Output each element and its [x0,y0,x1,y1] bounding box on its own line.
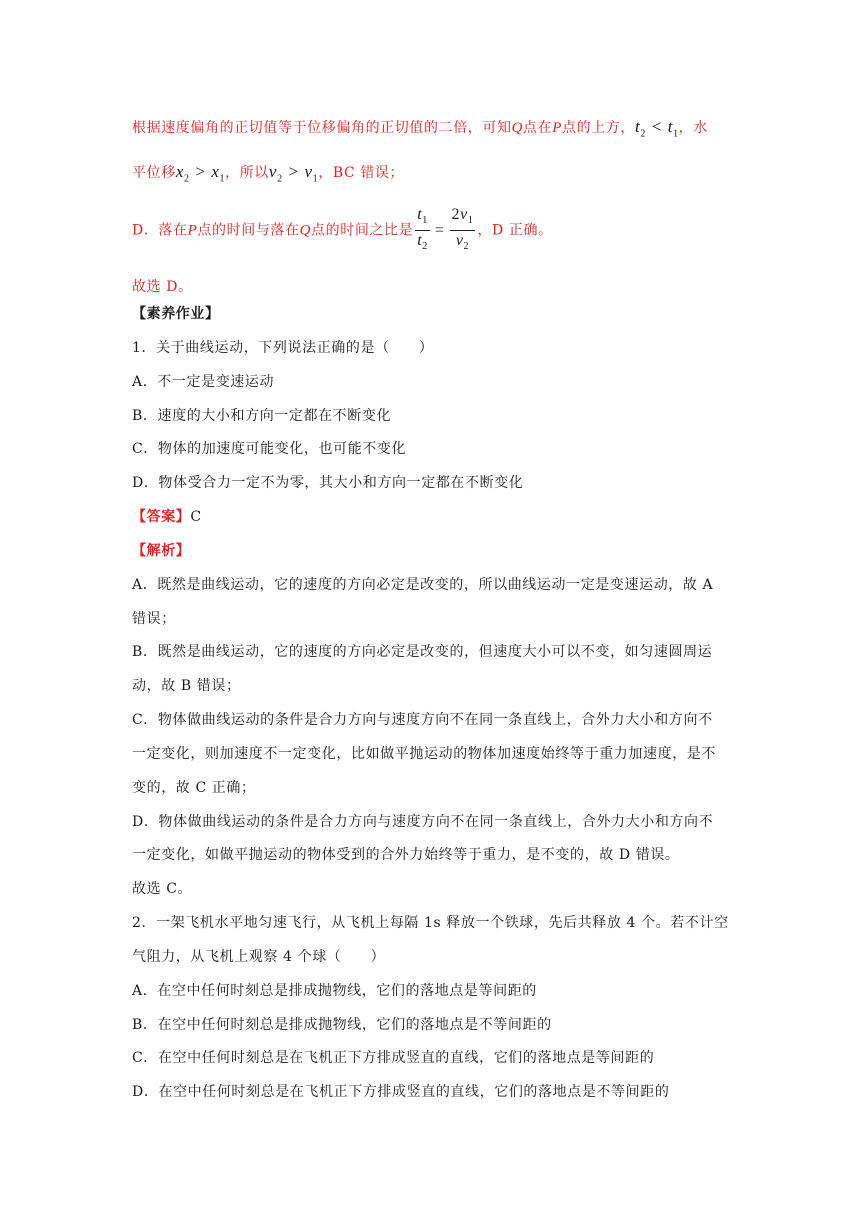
explanation-line-2 [132,162,732,189]
point-q-label: Q [511,120,524,136]
q1-option-b: B．速度的大小和方向一定都在不断变化 [132,408,392,424]
answer-label: 【答案】 [132,509,191,525]
analysis-line: 变的，故 C 正确； [132,780,256,796]
point-q-label: Q [299,222,312,239]
explanation-text: 点的时间之比是 [311,222,414,239]
explanation-text: 根据速度偏角的正切值等于位移偏角的正切值的二倍，可知 [132,120,512,136]
math-v2-gt-v1: $v_2 > v_1$ [268,162,319,185]
analysis-line: B．既然是曲线运动，它的速度的方向必定是改变的，但速度大小可以不变，如匀速圆周运 [132,644,713,660]
explanation-text: ，所以 [225,165,269,181]
answer-value: C [190,509,202,525]
q2-stem-line-2: 气阻力，从飞机上观察 4 个球（ ） [132,949,386,965]
analysis-label: 【解析】 [132,543,191,559]
explanation-text: 点的上方， [562,120,636,136]
q2-option-a: A．在空中任何时刻总是排成抛物线，它们的落地点是等间距的 [132,983,537,999]
equals-sign: = [434,221,445,239]
section-title: 【素养作业】 [132,306,220,322]
q1-answer [132,507,732,527]
fraction-2v1-over-v2: $\frac{2v_1}{v_2}$ [451,206,474,253]
analysis-line: 一定变化，如做平抛运动的物体受到的合外力始终等于重力，是不变的，故 D 错误。 [132,847,680,863]
explanation-conclusion: 故选 D。 [132,279,193,295]
analysis-line: D．物体做曲线运动的条件是合力方向与速度方向不在同一条直线上，合外力大小和方向不 [132,814,714,830]
explanation-line-3 [132,205,732,256]
explanation-text: D．落在 [132,222,188,239]
q1-option-a: A．不一定是变速运动 [132,374,275,390]
point-p-label: P [552,120,563,136]
math-t2-lt-t1: $t_2 < t_1$ [635,117,679,140]
analysis-line: 动，故 B 错误； [132,678,241,694]
q2-option-b: B．在空中任何时刻总是排成抛物线，它们的落地点是不等间距的 [132,1017,552,1033]
explanation-text: ，BC 错误； [318,165,405,181]
point-p-label: P [187,222,198,239]
explanation-text: 平位移 [132,165,176,181]
fraction-t1-over-t2: $\frac{t_1}{t_2}$ [417,206,428,253]
explanation-text: ，D 正确。 [477,222,553,239]
analysis-line: 一定变化，则加速度不一定变化，比如做平抛运动的物体加速度始终等于重力加速度，是不 [132,746,716,762]
explanation-text: ，水 [678,120,708,136]
q1-option-d: D．物体受合力一定不为零，其大小和方向一定都在不断变化 [132,475,524,491]
analysis-line: A．既然是曲线运动，它的速度的方向必定是改变的，所以曲线运动一定是变速运动，故 A [132,577,714,593]
analysis-line: 故选 C。 [132,881,193,897]
math-x2-gt-x1: $x_2 > x_1$ [175,162,226,185]
q2-stem-line-1: 2．一架飞机水平地匀速飞行，从飞机上每隔 1s 释放一个铁球，先后共释放 4 个。若不计空 [132,915,729,931]
q2-option-c: C．在空中任何时刻总是在飞机正下方排成竖直的直线，它们的落地点是等间距的 [132,1050,655,1066]
analysis-line: C．物体做曲线运动的条件是合力方向与速度方向不在同一条直线上，合外力大小和方向不 [132,712,713,728]
explanation-line-1 [132,117,732,144]
q2-option-d: D．在空中任何时刻总是在飞机正下方排成竖直的直线，它们的落地点是不等间距的 [132,1084,670,1100]
explanation-text: 点在 [523,120,553,136]
analysis-line: 错误； [132,611,176,627]
q1-option-c: C．物体的加速度可能变化，也可能不变化 [132,441,407,457]
explanation-text: 点的时间与落在 [197,222,300,239]
q1-stem: 1．关于曲线运动，下列说法正确的是（ ） [132,340,434,356]
